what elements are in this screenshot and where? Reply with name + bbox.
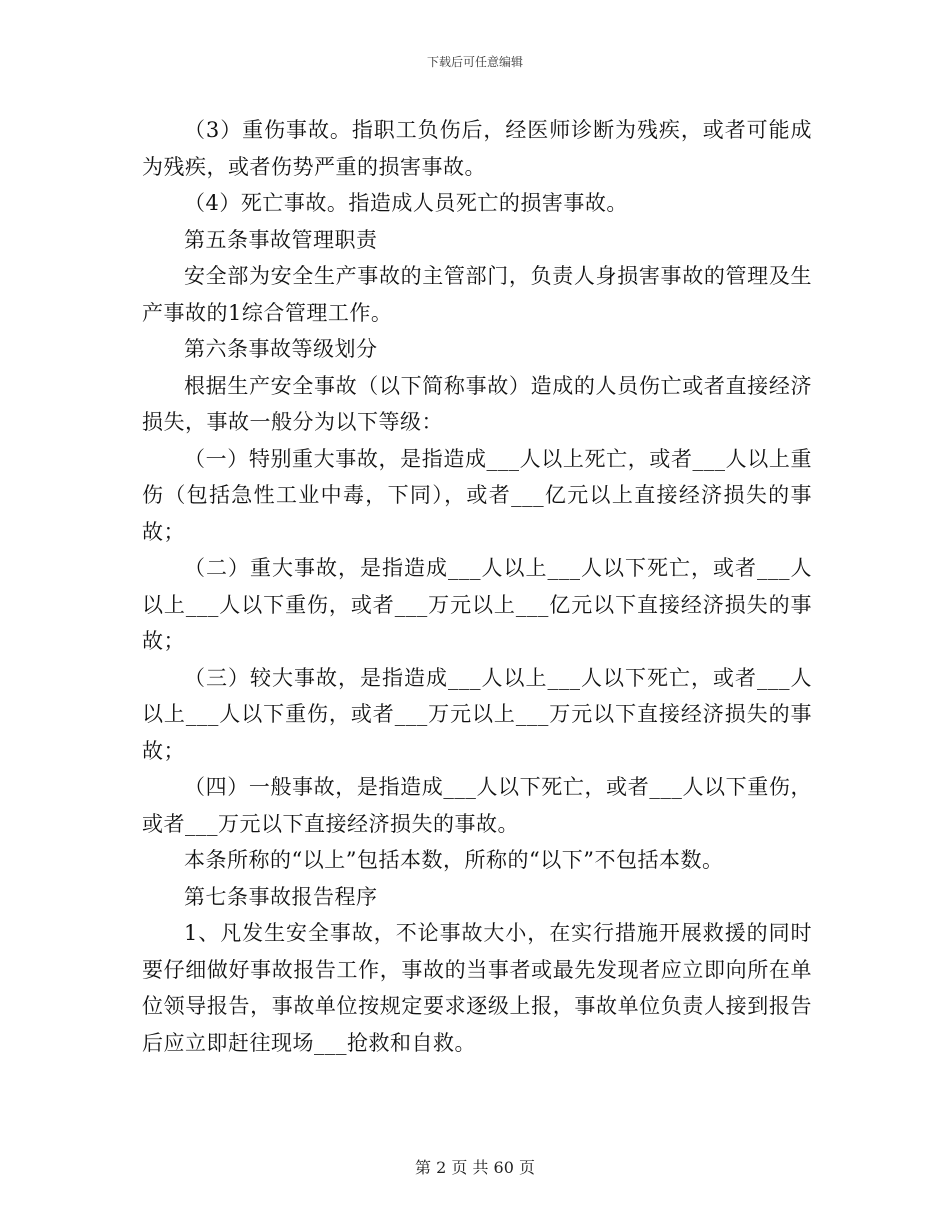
heading-article-5: 第五条事故管理职责 — [184, 227, 378, 252]
page-number: 第 2 页 共 60 页 — [415, 1158, 535, 1177]
paragraph-fatal-accident: （4）死亡事故。指造成人员死亡的损害事故。 — [184, 191, 628, 215]
paragraph-level-2: （二）重大事故，是指造成___人以上___人以下死亡，或者___人以上___人以下重伤，或者___万元以上___亿元以下直接经济损失的事故； — [142, 556, 812, 653]
heading-article-7: 第七条事故报告程序 — [184, 884, 378, 909]
paragraph-level-1: （一）特别重大事故，是指造成___人以上死亡，或者___人以上重伤（包括急性工业中毒，下同），或者___亿元以上直接经济损失的事故； — [142, 446, 812, 544]
paragraph-classification-intro: 根据生产安全事故（以下简称事故）造成的人员伤亡或者直接经济损失，事故一般分为以下等级： — [142, 373, 812, 434]
paragraph-report-procedure-1: 1、凡发生安全事故，不论事故大小，在实行措施开展救援的同时要仔细做好事故报告工作，事故的当事者或最先发现者应立即向所在单位领导报告，事故单位按规定要求逐级上报，事故单位负责人接到报告后应立即赶往现场___抢救和自救。 — [142, 921, 812, 1055]
paragraph-level-3: （三）较大事故，是指造成___人以上___人以下死亡，或者___人以上___人以下重伤，或者___万元以上___万元以下直接经济损失的事故； — [142, 665, 812, 763]
heading-article-6: 第六条事故等级划分 — [184, 337, 378, 361]
paragraph-management-duty: 安全部为安全生产事故的主管部门，负责人身损害事故的管理及生产事故的1综合管理工作。 — [142, 264, 812, 325]
paragraph-definition-note: 本条所称的“以上”包括本数，所称的“以下”不包括本数。 — [184, 848, 724, 872]
paragraph-level-4: （四）一般事故，是指造成___人以下死亡，或者___人以下重伤，或者___万元以下直接经济损失的事故。 — [142, 775, 812, 836]
document-body — [142, 112, 812, 1061]
page-header: 下载后可任意编辑 — [426, 55, 523, 69]
paragraph-serious-injury: （3）重伤事故。指职工负伤后，经医师诊断为残疾，或者可能成为残疾，或者伤势严重的损害事故。 — [142, 118, 812, 179]
